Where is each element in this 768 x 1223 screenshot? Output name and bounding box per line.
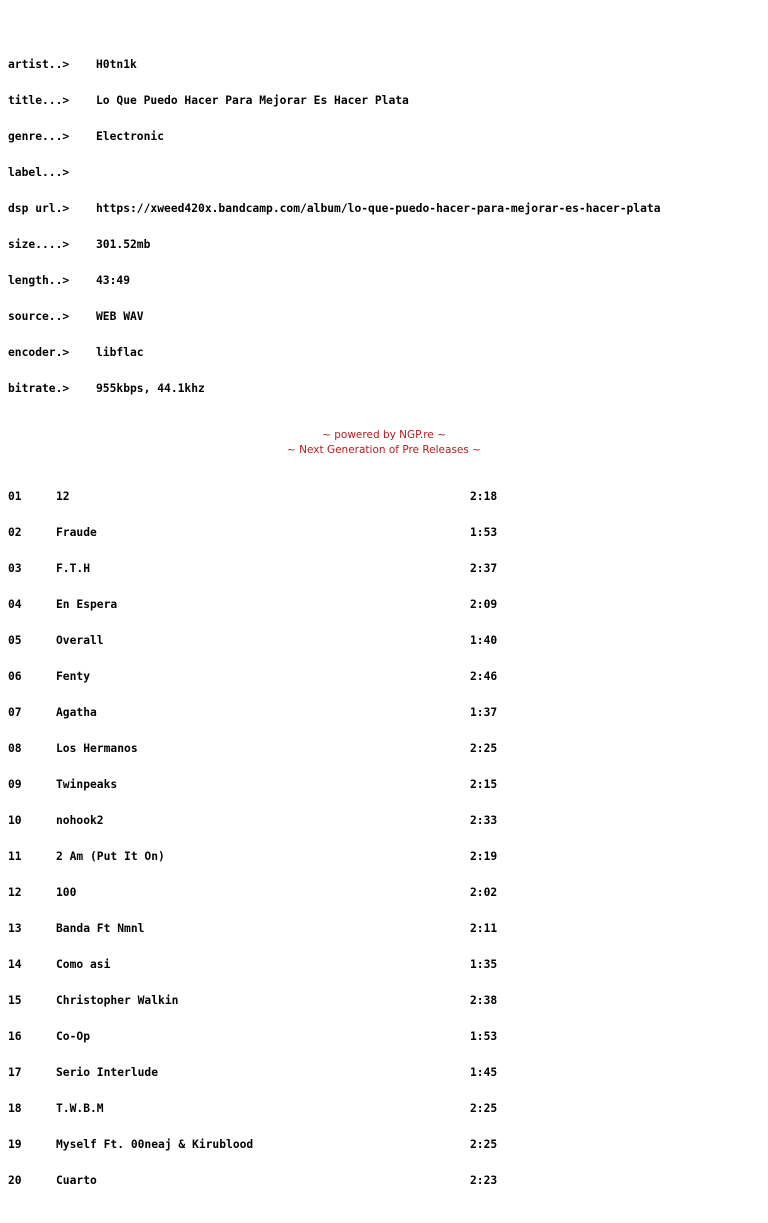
meta-row-length <box>8 275 661 287</box>
track-number: 16 <box>8 1030 22 1043</box>
track-row <box>8 743 661 755</box>
track-row <box>8 851 661 863</box>
track-length: 2:18 <box>470 490 498 503</box>
meta-key: dsp url.> <box>8 202 70 215</box>
meta-key: bitrate.> <box>8 382 70 395</box>
track-row <box>8 671 661 683</box>
track-title: Twinpeaks <box>56 778 118 791</box>
track-title: T.W.B.M <box>56 1102 104 1115</box>
track-length: 2:23 <box>470 1174 498 1187</box>
meta-value: Lo Que Puedo Hacer Para Mejorar Es Hacer Plata <box>96 94 409 107</box>
track-title: Co-Op <box>56 1030 91 1043</box>
track-row <box>8 923 661 935</box>
track-title: nohook2 <box>56 814 104 827</box>
track-title: Banda Ft Nmnl <box>56 922 145 935</box>
track-number: 09 <box>8 778 22 791</box>
track-length: 2:19 <box>470 850 498 863</box>
track-title: Fraude <box>56 526 97 539</box>
track-length: 2:38 <box>470 994 498 1007</box>
track-title: 2 Am (Put It On) <box>56 850 165 863</box>
meta-row-title <box>8 95 661 107</box>
track-row <box>8 527 661 539</box>
track-title: F.T.H <box>56 562 91 575</box>
track-length: 2:33 <box>470 814 498 827</box>
meta-value: WEB WAV <box>96 310 144 323</box>
track-length: 2:46 <box>470 670 498 683</box>
track-number: 11 <box>8 850 22 863</box>
track-number: 14 <box>8 958 22 971</box>
footer-credits <box>0 428 768 458</box>
track-title: Los Hermanos <box>56 742 138 755</box>
track-length: 2:11 <box>470 922 498 935</box>
meta-value: https://xweed420x.bandcamp.com/album/lo-que-puedo-hacer-para-mejorar-es-hacer-plata <box>96 202 661 215</box>
track-title: Serio Interlude <box>56 1066 159 1079</box>
track-row <box>8 491 661 503</box>
meta-value: 301.52mb <box>96 238 151 251</box>
track-length: 1:40 <box>470 634 498 647</box>
track-number: 03 <box>8 562 22 575</box>
track-number: 08 <box>8 742 22 755</box>
meta-key: artist..> <box>8 58 70 71</box>
track-length: 2:15 <box>470 778 498 791</box>
meta-row-genre <box>8 131 661 143</box>
track-length: 1:35 <box>470 958 498 971</box>
track-row <box>8 1103 661 1115</box>
track-length: 2:02 <box>470 886 498 899</box>
meta-row-label <box>8 167 661 179</box>
track-length: 1:53 <box>470 526 498 539</box>
meta-row-size <box>8 239 661 251</box>
track-number: 07 <box>8 706 22 719</box>
track-row <box>8 599 661 611</box>
meta-key: encoder.> <box>8 346 70 359</box>
track-row <box>8 707 661 719</box>
track-row <box>8 815 661 827</box>
track-title: Cuarto <box>56 1174 97 1187</box>
track-title: Christopher Walkin <box>56 994 179 1007</box>
track-number: 05 <box>8 634 22 647</box>
track-number: 06 <box>8 670 22 683</box>
release-metadata <box>8 35 661 419</box>
track-row <box>8 959 661 971</box>
meta-row-artist <box>8 59 661 71</box>
track-length: 2:09 <box>470 598 498 611</box>
track-number: 18 <box>8 1102 22 1115</box>
track-title: 12 <box>56 490 70 503</box>
meta-row-dsp-url <box>8 203 661 215</box>
track-number: 12 <box>8 886 22 899</box>
meta-key: source..> <box>8 310 70 323</box>
track-title: Como asi <box>56 958 111 971</box>
meta-value: 43:49 <box>96 274 131 287</box>
track-length: 2:37 <box>470 562 498 575</box>
meta-row-encoder <box>8 347 661 359</box>
track-number: 10 <box>8 814 22 827</box>
meta-row-source <box>8 311 661 323</box>
track-row <box>8 635 661 647</box>
meta-value: Electronic <box>96 130 165 143</box>
meta-key: length..> <box>8 274 70 287</box>
track-number: 20 <box>8 1174 22 1187</box>
meta-value: libflac <box>96 346 144 359</box>
track-length: 1:53 <box>470 1030 498 1043</box>
track-length: 2:25 <box>470 742 498 755</box>
track-length: 1:45 <box>470 1066 498 1079</box>
meta-key: genre...> <box>8 130 70 143</box>
meta-value: 955kbps, 44.1khz <box>96 382 205 395</box>
track-row <box>8 1175 661 1187</box>
powered-by-text: ~ powered by NGP.re ~ <box>322 429 446 441</box>
meta-key: title...> <box>8 94 70 107</box>
track-number: 01 <box>8 490 22 503</box>
track-length: 1:37 <box>470 706 498 719</box>
track-number: 13 <box>8 922 22 935</box>
track-row <box>8 1139 661 1151</box>
track-number: 17 <box>8 1066 22 1079</box>
meta-key: size....> <box>8 238 70 251</box>
meta-key: label...> <box>8 166 70 179</box>
track-length: 2:25 <box>470 1102 498 1115</box>
tracklist <box>8 467 661 1211</box>
track-row <box>8 1067 661 1079</box>
track-number: 19 <box>8 1138 22 1151</box>
meta-row-bitrate <box>8 383 661 395</box>
nfo-text-block <box>8 11 661 1223</box>
track-number: 04 <box>8 598 22 611</box>
track-row <box>8 887 661 899</box>
tagline-text: ~ Next Generation of Pre Releases ~ <box>287 444 481 456</box>
track-row <box>8 995 661 1007</box>
track-row <box>8 1031 661 1043</box>
track-number: 15 <box>8 994 22 1007</box>
track-length: 2:25 <box>470 1138 498 1151</box>
track-title: En Espera <box>56 598 118 611</box>
track-title: 100 <box>56 886 77 899</box>
track-title: Overall <box>56 634 104 647</box>
track-title: Myself Ft. 00neaj & Kirublood <box>56 1138 254 1151</box>
track-number: 02 <box>8 526 22 539</box>
track-row <box>8 779 661 791</box>
track-title: Fenty <box>56 670 91 683</box>
meta-value: H0tn1k <box>96 58 137 71</box>
track-row <box>8 563 661 575</box>
track-title: Agatha <box>56 706 97 719</box>
